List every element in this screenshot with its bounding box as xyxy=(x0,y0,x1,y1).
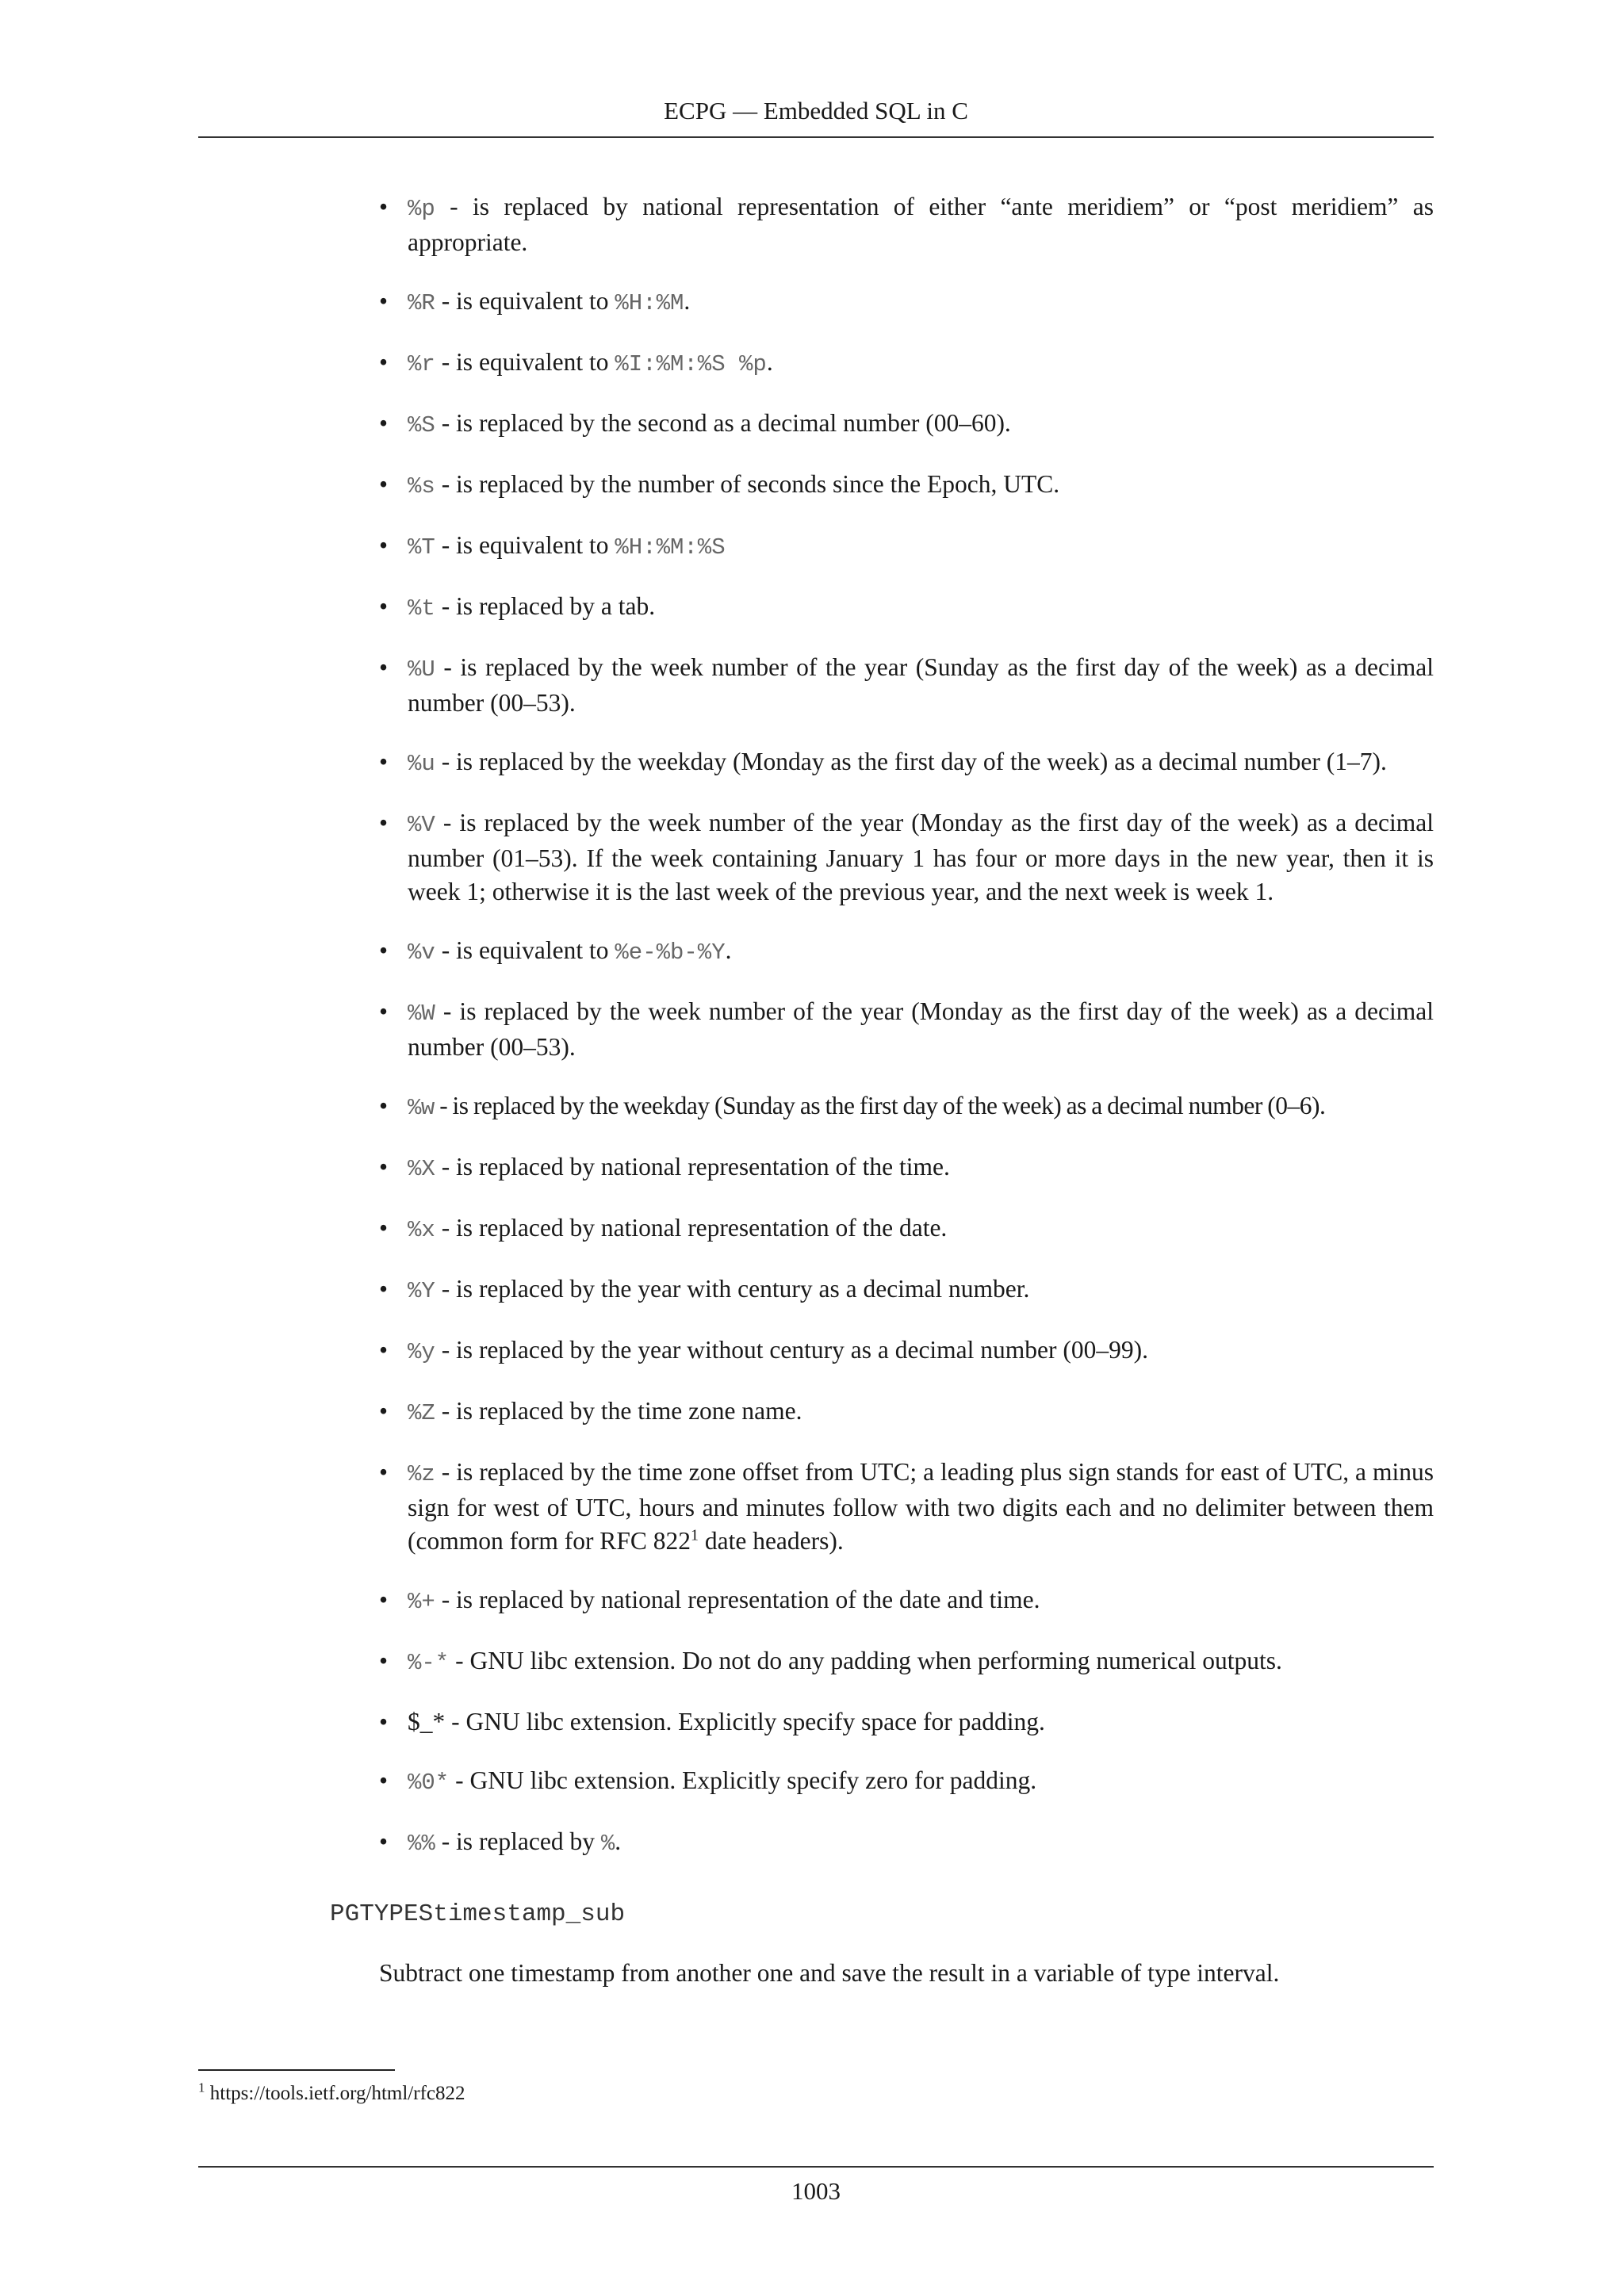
specifier-code: %-* xyxy=(408,1650,450,1676)
item-text: - is replaced by national representation of either “ante meridiem” or “post meridiem” as appropriate. xyxy=(408,193,1434,256)
specifier-code: %u xyxy=(408,751,435,777)
list-item xyxy=(379,1644,1434,1680)
specifier-code: %v xyxy=(408,939,435,966)
list-item xyxy=(379,745,1434,781)
specifier-code: %W xyxy=(408,1001,435,1027)
list-item xyxy=(379,190,1434,259)
inline-code: % xyxy=(600,1831,615,1857)
footnote-reference[interactable]: 1 xyxy=(690,1526,699,1544)
specifier-code: %y xyxy=(408,1339,435,1365)
list-item xyxy=(379,1395,1434,1430)
item-text: - is equivalent to xyxy=(435,936,615,964)
item-text: - GNU libc extension. Explicitly specify zero for padding. xyxy=(449,1766,1037,1794)
inline-code: %H:%M xyxy=(615,290,684,316)
item-text: - is equivalent to xyxy=(435,287,615,315)
item-text: - is replaced by a tab. xyxy=(435,592,656,620)
item-text: - GNU libc extension. Explicitly specify space for padding. xyxy=(445,1708,1045,1735)
list-item xyxy=(379,407,1434,442)
item-text: - is equivalent to xyxy=(435,348,615,376)
specifier-code: %V xyxy=(408,812,435,838)
item-text: - is replaced by the week number of the year (Sunday as the first day of the week) as a decimal number (00–53). xyxy=(408,653,1434,717)
list-item xyxy=(379,1764,1434,1800)
list-item xyxy=(379,1825,1434,1861)
specifier-code: %+ xyxy=(408,1589,435,1615)
item-text-end: . xyxy=(684,287,691,315)
item-text: - is replaced by the year with century as a decimal number. xyxy=(435,1275,1030,1303)
specifier-code: %0* xyxy=(408,1770,450,1796)
item-text: - is equivalent to xyxy=(435,531,615,559)
specifier-code: %Y xyxy=(408,1278,435,1304)
specifier-code: %w xyxy=(408,1095,435,1121)
item-text: - is replaced by the weekday (Monday as the first day of the week) as a decimal number (1–7). xyxy=(435,748,1387,775)
list-item xyxy=(379,529,1434,564)
specifier-code: %R xyxy=(408,290,435,316)
specifier-code: %X xyxy=(408,1156,435,1182)
specifier-code: %t xyxy=(408,595,435,622)
item-text: - is replaced by xyxy=(435,1827,601,1855)
specifier-code: %U xyxy=(408,656,435,683)
item-text: - is replaced by national representation of the time. xyxy=(435,1153,950,1181)
function-description: Subtract one timestamp from another one and save the result in a variable of type interval. xyxy=(379,1959,1280,1987)
list-item xyxy=(379,1456,1434,1558)
running-header: ECPG — Embedded SQL in C xyxy=(664,97,968,124)
list-item xyxy=(379,1334,1434,1369)
item-text: - is replaced by national representation of the date and time. xyxy=(435,1586,1040,1613)
item-text: - is replaced by the time zone offset from UTC; a leading plus sign stands for east of UTC, a minus sign for west of UTC, hours and minutes follow with two digits each and no delimiter between them (common form for RFC 822 xyxy=(408,1458,1434,1555)
list-item xyxy=(379,1089,1434,1125)
footnote-mark: 1 xyxy=(198,2080,205,2095)
list-item xyxy=(379,1583,1434,1619)
footnote-link[interactable]: https://tools.ietf.org/html/rfc822 xyxy=(205,2083,465,2104)
specifier-code: %S xyxy=(408,412,435,438)
function-name: PGTYPEStimestamp_sub xyxy=(330,1900,626,1928)
specifier-code: %Z xyxy=(408,1400,435,1426)
footnote xyxy=(198,2080,465,2107)
inline-code: %I:%M:%S %p xyxy=(615,351,767,377)
item-text-end: . xyxy=(725,936,732,964)
specifier-code: %T xyxy=(408,534,435,561)
list-item xyxy=(379,285,1434,320)
specifier-code: %r xyxy=(408,351,435,377)
item-text: - is replaced by the weekday (Sunday as the first day of the week) as a decimal number (0–6). xyxy=(434,1092,1326,1119)
list-item xyxy=(379,1150,1434,1186)
item-text: - is replaced by the time zone name. xyxy=(435,1397,802,1425)
item-text-end: date headers). xyxy=(698,1527,844,1555)
item-text-end: . xyxy=(766,348,773,376)
list-item xyxy=(379,346,1434,381)
footnote-divider xyxy=(198,2069,395,2071)
inline-code: %e-%b-%Y xyxy=(615,939,726,966)
item-text: - is replaced by the year without century as a decimal number (00–99). xyxy=(435,1336,1148,1364)
inline-code: %H:%M:%S xyxy=(615,534,726,561)
item-text: - is replaced by the number of seconds since the Epoch, UTC. xyxy=(435,470,1060,498)
item-text: - is replaced by national representation of the date. xyxy=(435,1214,948,1242)
item-text: - is replaced by the week number of the year (Monday as the first day of the week) as a decimal number (01–53). If the week containing January 1 has four or more days in the new year, then it is week 1; otherwise it is the last week of the previous year, and the next week is week 1. xyxy=(408,809,1434,905)
footer-divider xyxy=(198,2166,1434,2168)
item-text: - GNU libc extension. Do not do any padding when performing numerical outputs. xyxy=(449,1647,1282,1674)
list-item xyxy=(379,806,1434,909)
item-text-end: . xyxy=(615,1827,622,1855)
format-specifier-list xyxy=(379,190,1434,1886)
list-item xyxy=(379,1211,1434,1247)
list-item xyxy=(379,1705,1434,1739)
specifier-code: %p xyxy=(408,196,435,222)
list-item xyxy=(379,468,1434,503)
specifier-code: %s xyxy=(408,473,435,499)
list-item xyxy=(379,651,1434,720)
page-number: 1003 xyxy=(791,2177,841,2205)
list-item xyxy=(379,934,1434,970)
specifier-code: %z xyxy=(408,1461,435,1487)
header-divider xyxy=(198,136,1434,138)
specifier-plain: $_* xyxy=(408,1708,446,1735)
item-text: - is replaced by the second as a decimal number (00–60). xyxy=(435,409,1011,437)
specifier-code: %x xyxy=(408,1217,435,1243)
list-item xyxy=(379,995,1434,1064)
item-text: - is replaced by the week number of the year (Monday as the first day of the week) as a decimal number (00–53). xyxy=(408,997,1434,1061)
list-item xyxy=(379,590,1434,626)
list-item xyxy=(379,1272,1434,1308)
specifier-code: %% xyxy=(408,1831,435,1857)
